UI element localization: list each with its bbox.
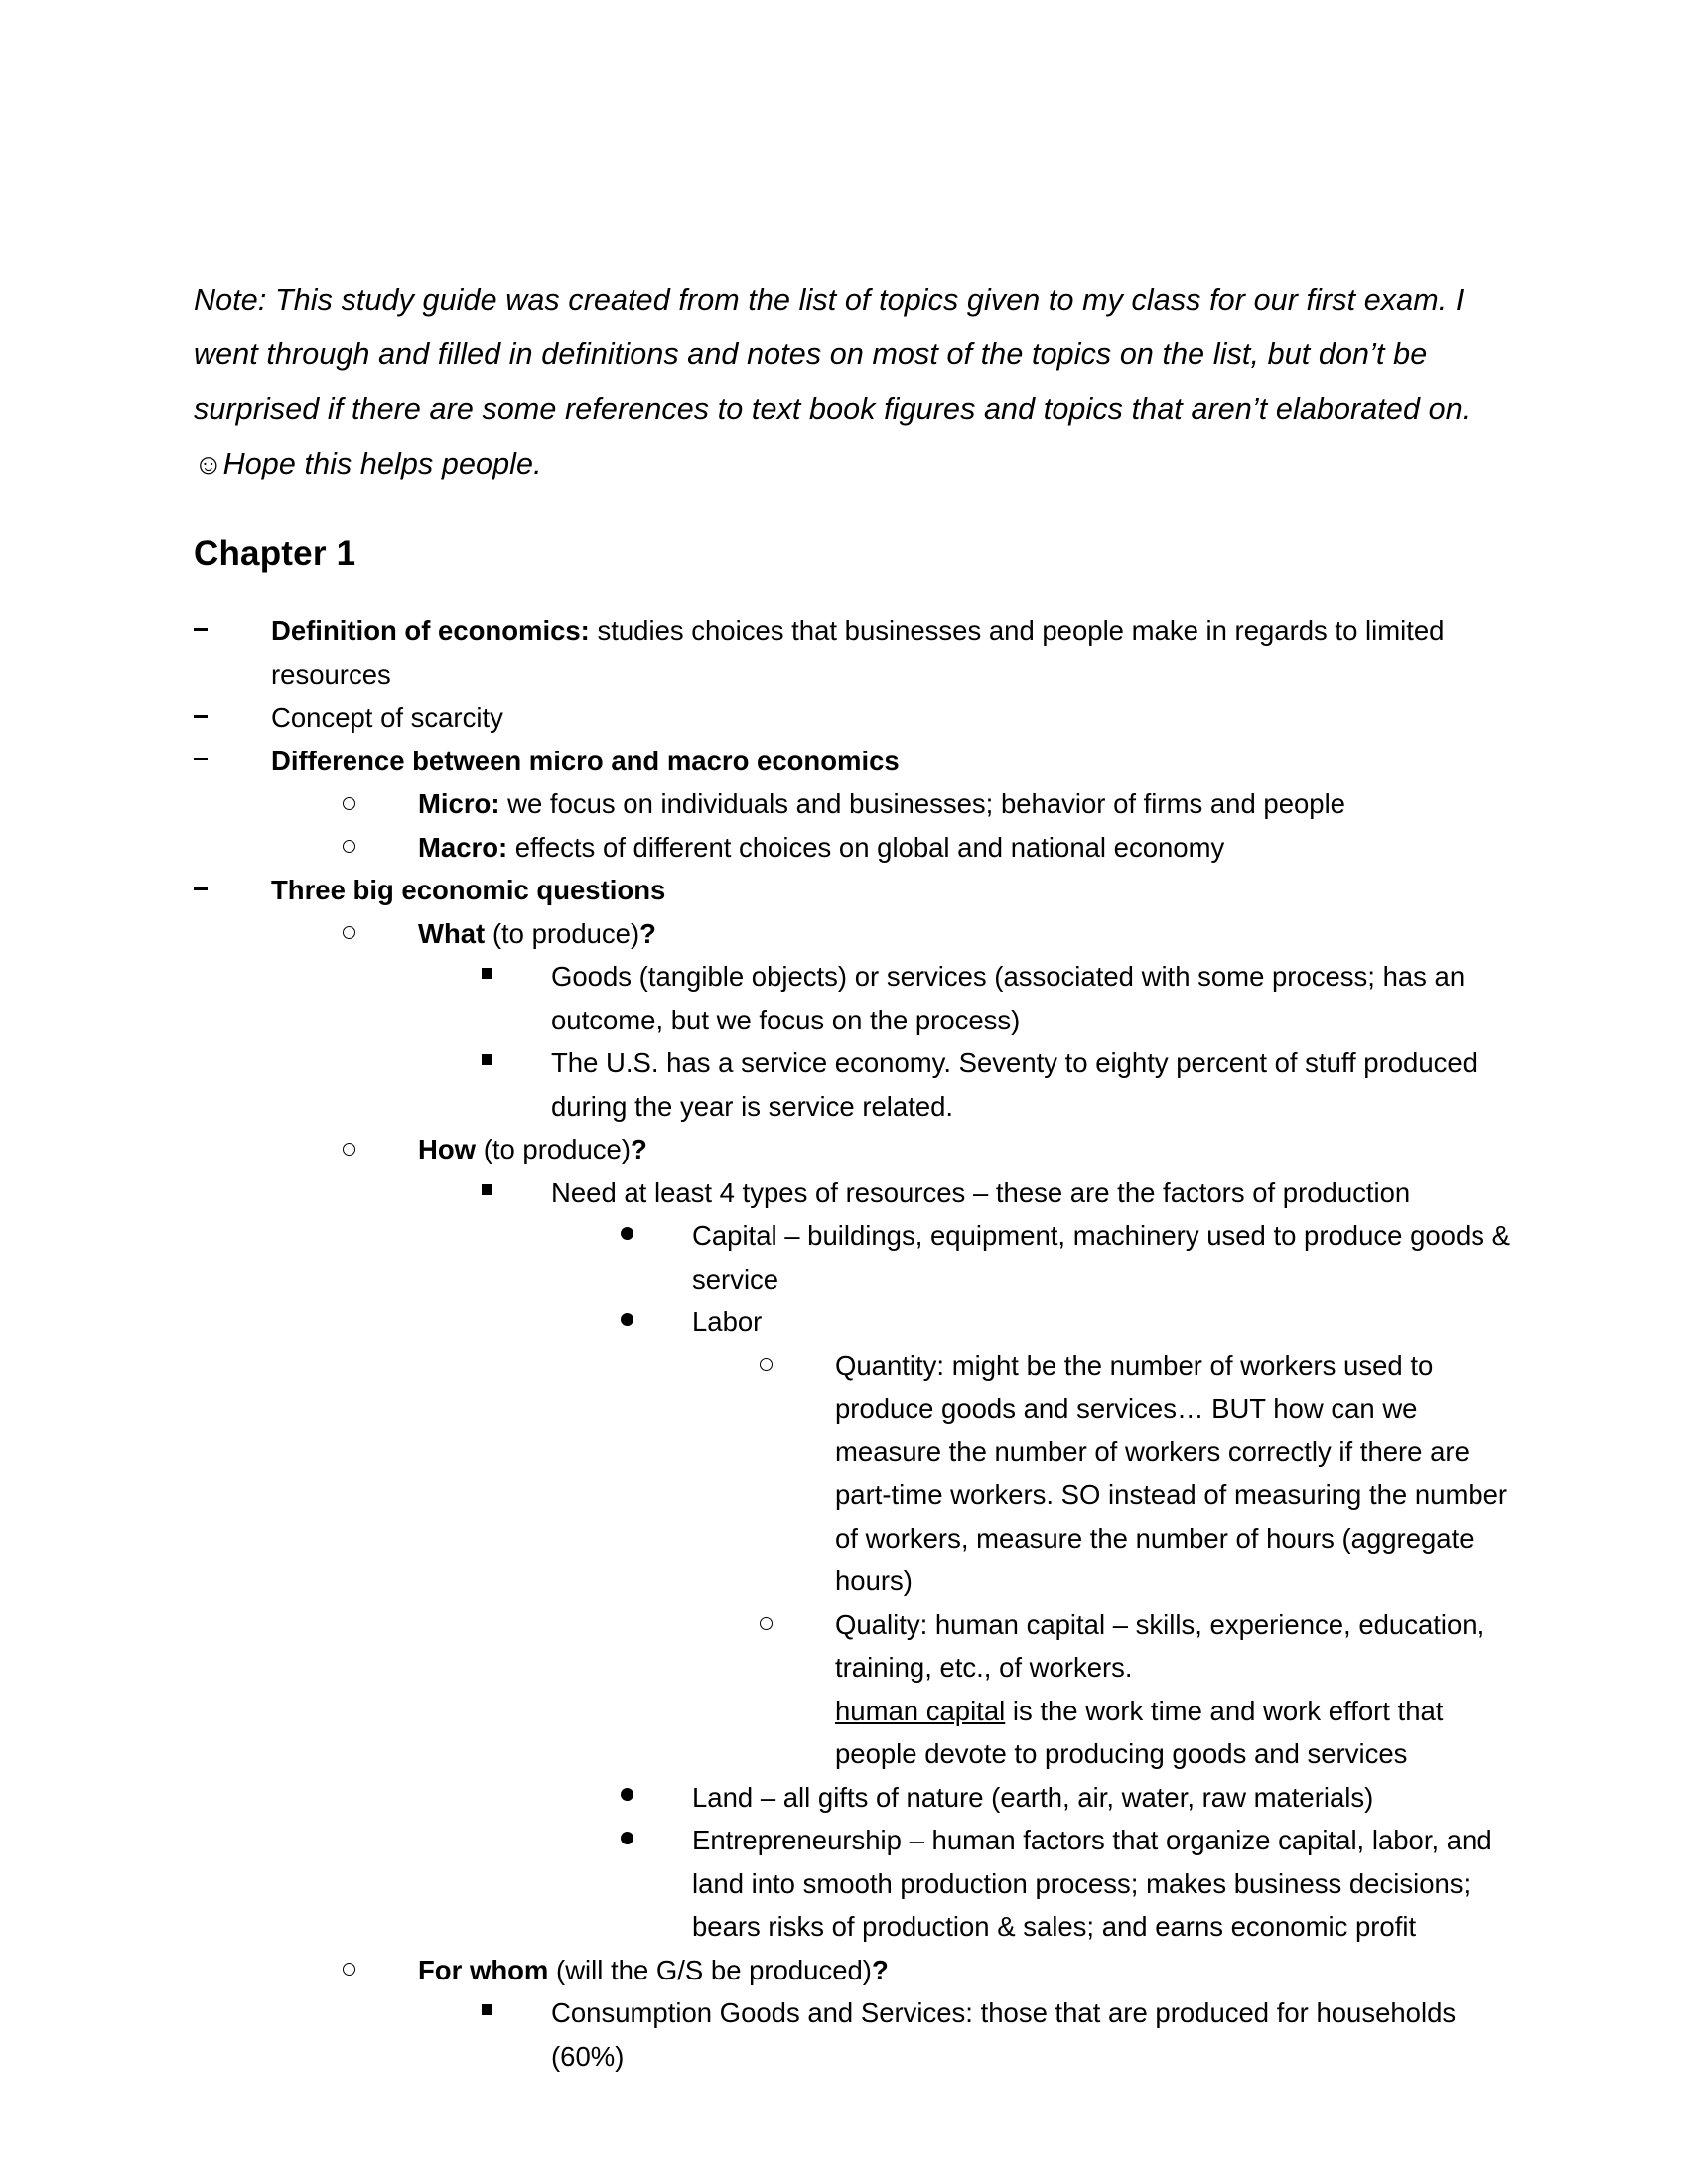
how-label: How [418,1134,477,1164]
list-item [621,1819,1514,1949]
list-item [194,869,1514,912]
list-item [343,782,1514,826]
list-item-text [418,1128,1514,1171]
list-item [482,1041,1514,1128]
list-item-text [418,782,1514,826]
intro-note-closing: Hope this helps people. [222,447,542,480]
list-item-text: Need at least 4 types of resources – these are the factors of production [551,1176,1411,1208]
square-bullet-icon [482,1991,492,2035]
definition-of-economics-label: Definition of economics: [271,615,590,646]
list-item [343,1128,1514,1171]
intro-note [194,273,1479,492]
macro-label: Macro: [418,831,508,863]
list-item [343,826,1514,870]
list-item-text [418,912,1514,956]
intro-note-text: Note: This study guide was created from the list of topics given to my class for our first exam. I went through and filled in definitions and notes on most of the topics on the list, but don’t be surprised if there are some references to text book figures and topics that aren’t elaborated on. [194,283,1472,426]
definition-of-economics-body: studies choices that businesses and people make in regards to limited resources [271,615,1445,690]
list-item [482,1171,1514,1215]
list-item [194,696,1514,740]
dash-bullet-icon [194,610,208,653]
hollow-circle-bullet-icon [343,912,355,958]
list-item-text: Concept of scarcity [271,702,503,733]
hollow-circle-bullet-icon [343,782,355,828]
list-item [194,610,1514,696]
list-item-text [835,1603,1514,1776]
list-item [482,955,1514,1041]
list-item-text: Goods (tangible objects) or services (associated with some process; has an outcome, but we focus on the process) [551,961,1466,1035]
quality-text: Quality: human capital – skills, experience, education, training, etc., of workers. [835,1608,1485,1683]
human-capital-definition-rest: is the work time and work effort that people devote to producing goods and services [835,1695,1444,1769]
list-item-text: Land – all gifts of nature (earth, air, water, raw materials) [692,1781,1374,1813]
list-item-text: Consumption Goods and Services: those that are produced for households (60%) [551,1997,1457,2072]
micro-label: Micro: [418,788,500,819]
for-whom-question-mark: ? [871,1954,889,1985]
list-item-text: The U.S. has a service economy. Seventy to eighty percent of stuff produced during the year is service related. [551,1047,1477,1122]
hollow-circle-bullet-icon [760,1344,773,1390]
dash-bullet-icon [194,869,208,912]
outline-list [194,610,1514,2078]
list-item-text: Capital – buildings, equipment, machinery used to produce goods & service [692,1220,1510,1295]
dash-bullet-icon [194,740,208,783]
what-label: What [418,917,486,949]
how-question-mark: ? [630,1134,647,1164]
list-item-text [418,826,1514,870]
how-paren: (to produce) [476,1134,631,1164]
dash-bullet-icon [194,696,208,740]
list-item [194,740,1514,783]
smiley-face-icon: ☺ [194,449,223,480]
three-big-questions-heading: Three big economic questions [271,875,666,905]
square-bullet-icon [482,955,492,999]
square-bullet-icon [482,1041,492,1085]
list-item [482,1991,1514,2078]
what-paren: (to produce) [485,917,640,949]
chapter-heading: Chapter 1 [194,534,356,573]
human-capital-term: human capital [835,1695,1006,1726]
list-item-text [418,1949,1514,1992]
list-item [760,1344,1514,1603]
list-item-text [271,610,1514,696]
list-item-text: Quantity: might be the number of workers used to produce goods and services… BUT how can we measure the number of workers correctly if there are part-time workers. SO instead of measuring the number of workers, measure the number of hours (aggregate hours) [835,1349,1508,1596]
round-bullet-icon [621,1819,633,1861]
round-bullet-icon [621,1300,633,1343]
what-question-mark: ? [639,917,656,949]
round-bullet-icon [621,1214,633,1257]
list-item [343,1949,1514,1992]
for-whom-label: For whom [418,1954,549,1985]
list-item [621,1300,1514,1344]
hollow-circle-bullet-icon [760,1603,773,1649]
list-item-text: Entrepreneurship – human factors that organize capital, labor, and land into smooth production process; makes business decisions; bears risks of production & sales; and earns economic profit [692,1825,1492,1942]
list-item [621,1776,1514,1820]
micro-body: we focus on individuals and businesses; behavior of firms and people [499,788,1345,819]
for-whom-paren: (will the G/S be produced) [548,1954,872,1985]
square-bullet-icon [482,1171,492,1215]
micro-macro-heading: Difference between micro and macro economics [271,745,900,776]
human-capital-definition [835,1690,1514,1776]
round-bullet-icon [621,1776,633,1819]
list-item [621,1214,1514,1300]
hollow-circle-bullet-icon [343,1128,355,1173]
macro-body: effects of different choices on global and national economy [507,831,1225,863]
hollow-circle-bullet-icon [343,826,355,872]
hollow-circle-bullet-icon [343,1949,355,1994]
list-item-text: Labor [692,1306,763,1337]
list-item [343,912,1514,956]
list-item [760,1603,1514,1776]
